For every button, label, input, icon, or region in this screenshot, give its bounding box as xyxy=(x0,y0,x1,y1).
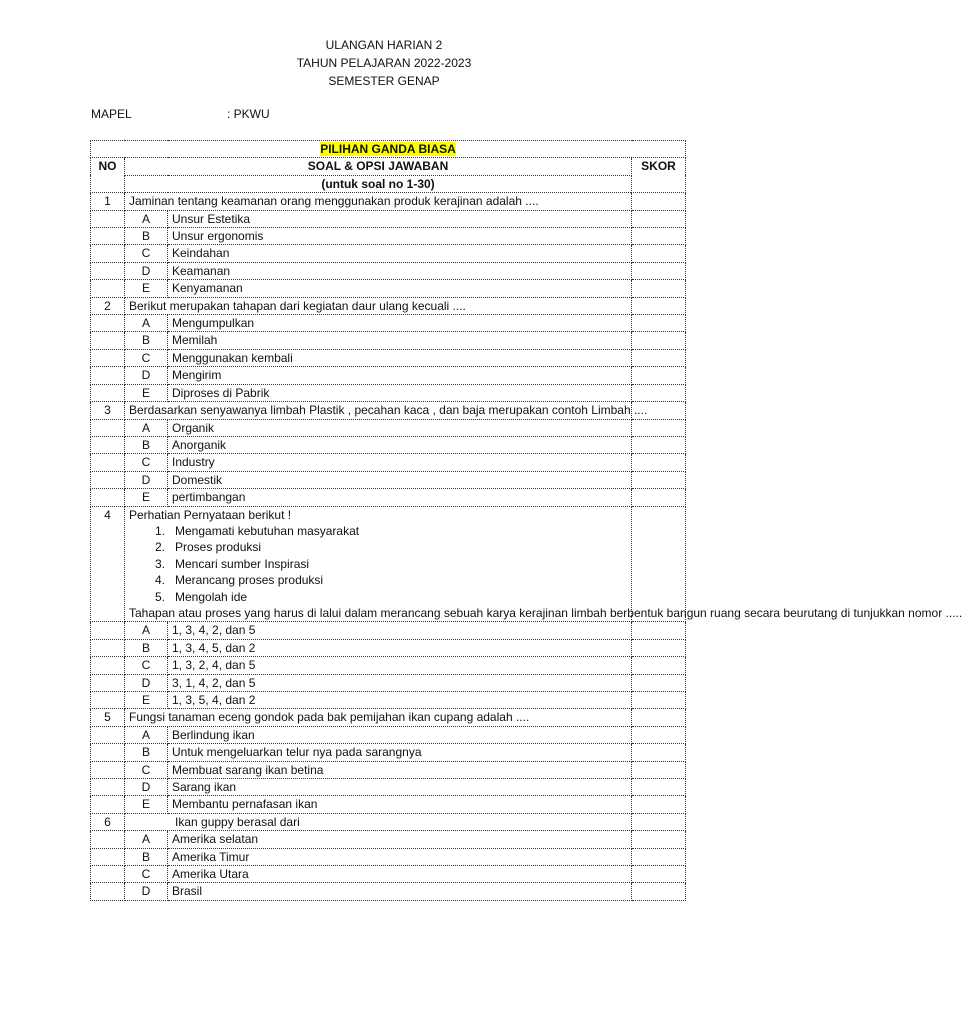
option-letter: E xyxy=(125,692,168,709)
question-row xyxy=(91,709,686,726)
option-letter: A xyxy=(125,831,168,848)
option-letter: D xyxy=(125,367,168,384)
option-text: Industry xyxy=(168,454,632,471)
score-cell xyxy=(632,726,686,743)
score-cell xyxy=(632,622,686,639)
option-row xyxy=(91,692,686,709)
option-number-cell xyxy=(91,726,125,743)
score-cell xyxy=(632,866,686,883)
option-row xyxy=(91,315,686,332)
option-row xyxy=(91,367,686,384)
option-row xyxy=(91,471,686,488)
statement-item xyxy=(129,572,627,588)
option-text: Anorganik xyxy=(168,436,632,453)
option-text: Unsur Estetika xyxy=(168,210,632,227)
statement-number: 3. xyxy=(155,556,166,571)
option-row xyxy=(91,349,686,366)
option-text: Membantu pernafasan ikan xyxy=(168,796,632,813)
exam-table xyxy=(90,140,962,901)
option-letter: D xyxy=(125,262,168,279)
option-text: 1, 3, 4, 2, dan 5 xyxy=(168,622,632,639)
statement-text: Mengamati kebutuhan masyarakat xyxy=(175,523,360,538)
option-number-cell xyxy=(91,761,125,778)
option-letter: A xyxy=(125,419,168,436)
option-letter: B xyxy=(125,744,168,761)
option-row xyxy=(91,245,686,262)
option-row xyxy=(91,280,686,297)
col-no-header: NO xyxy=(91,158,125,193)
option-number-cell xyxy=(91,744,125,761)
option-number-cell xyxy=(91,454,125,471)
score-cell xyxy=(632,744,686,761)
statement-number: 4. xyxy=(155,573,166,588)
option-text: 1, 3, 2, 4, dan 5 xyxy=(168,657,632,674)
option-number-cell xyxy=(91,280,125,297)
option-text: Amerika selatan xyxy=(168,831,632,848)
question-instruction: Tahapan atau proses yang harus di lalui dalam merancang sebuah karya kerajinan limbah berbentuk bangun ruang secara beurutang di tunjukkan nomor ..... xyxy=(129,605,962,620)
statement-item xyxy=(129,556,627,572)
option-letter: D xyxy=(125,883,168,900)
statement-item xyxy=(129,523,627,539)
option-text: Keamanan xyxy=(168,262,632,279)
option-number-cell xyxy=(91,674,125,691)
question-number: 3 xyxy=(91,402,125,419)
question-number: 4 xyxy=(91,506,125,622)
option-number-cell xyxy=(91,848,125,865)
option-text: Organik xyxy=(168,419,632,436)
score-cell xyxy=(632,831,686,848)
statement-text: Mencari sumber Inspirasi xyxy=(175,556,310,571)
score-cell xyxy=(632,297,686,314)
score-cell xyxy=(632,709,686,726)
question-stem: Fungsi tanaman eceng gondok pada bak pemijahan ikan cupang adalah .... xyxy=(129,710,530,725)
score-cell xyxy=(632,262,686,279)
score-cell xyxy=(632,506,686,622)
option-text: Diproses di Pabrik xyxy=(168,384,632,401)
option-letter: C xyxy=(125,761,168,778)
option-row xyxy=(91,332,686,349)
score-cell xyxy=(632,813,686,830)
option-number-cell xyxy=(91,332,125,349)
option-number-cell xyxy=(91,779,125,796)
score-cell xyxy=(632,883,686,900)
option-row xyxy=(91,384,686,401)
col-soal-subheader: (untuk soal no 1-30) xyxy=(125,175,632,192)
subject-line xyxy=(91,105,270,123)
option-letter: A xyxy=(125,210,168,227)
option-letter: B xyxy=(125,228,168,245)
option-row xyxy=(91,489,686,506)
question-row xyxy=(91,193,686,210)
option-letter: D xyxy=(125,779,168,796)
score-cell xyxy=(632,228,686,245)
statement-number: 1. xyxy=(155,523,166,538)
option-text: Mengumpulkan xyxy=(168,315,632,332)
col-skor-header: SKOR xyxy=(632,158,686,193)
option-row xyxy=(91,454,686,471)
option-letter: E xyxy=(125,796,168,813)
question-text xyxy=(125,297,632,314)
option-row xyxy=(91,883,686,900)
question-row xyxy=(91,813,686,830)
statement-item xyxy=(129,539,627,555)
score-cell xyxy=(632,454,686,471)
option-text: Amerika Utara xyxy=(168,866,632,883)
option-text: Mengirim xyxy=(168,367,632,384)
option-row xyxy=(91,657,686,674)
option-row xyxy=(91,744,686,761)
option-text: Memilah xyxy=(168,332,632,349)
option-number-cell xyxy=(91,245,125,262)
option-text: Keindahan xyxy=(168,245,632,262)
option-letter: E xyxy=(125,280,168,297)
score-cell xyxy=(632,315,686,332)
option-row xyxy=(91,436,686,453)
option-text: 1, 3, 5, 4, dan 2 xyxy=(168,692,632,709)
score-cell xyxy=(632,280,686,297)
option-text: Unsur ergonomis xyxy=(168,228,632,245)
question-row xyxy=(91,402,686,419)
option-letter: B xyxy=(125,639,168,656)
option-row xyxy=(91,831,686,848)
option-letter: E xyxy=(125,489,168,506)
question-number: 5 xyxy=(91,709,125,726)
statement-item xyxy=(129,589,627,605)
option-number-cell xyxy=(91,489,125,506)
option-number-cell xyxy=(91,419,125,436)
score-cell xyxy=(632,419,686,436)
score-cell xyxy=(632,489,686,506)
option-text: Amerika Timur xyxy=(168,848,632,865)
option-number-cell xyxy=(91,349,125,366)
question-text xyxy=(125,402,648,419)
semester: SEMESTER GENAP xyxy=(328,74,440,88)
option-letter: D xyxy=(125,471,168,488)
statement-number: 2. xyxy=(155,540,166,555)
option-letter: C xyxy=(125,245,168,262)
question-row xyxy=(91,297,686,314)
option-text: Untuk mengeluarkan telur nya pada sarangnya xyxy=(168,744,632,761)
option-row xyxy=(91,210,686,227)
section-title: PILIHAN GANDA BIASA xyxy=(320,142,456,156)
question-text xyxy=(125,506,962,622)
question-stem: Jaminan tentang keamanan orang menggunakan produk kerajinan adalah .... xyxy=(129,194,539,209)
option-text: 1, 3, 4, 5, dan 2 xyxy=(168,639,632,656)
option-number-cell xyxy=(91,883,125,900)
statement-text: Mengolah ide xyxy=(175,589,248,604)
option-letter: E xyxy=(125,384,168,401)
option-number-cell xyxy=(91,384,125,401)
option-number-cell xyxy=(91,210,125,227)
score-cell xyxy=(632,692,686,709)
option-text: Berlindung ikan xyxy=(168,726,632,743)
option-row xyxy=(91,726,686,743)
option-letter: C xyxy=(125,866,168,883)
option-letter: C xyxy=(125,349,168,366)
statement-text: Merancang proses produksi xyxy=(175,573,324,588)
score-cell xyxy=(632,471,686,488)
option-number-cell xyxy=(91,639,125,656)
option-number-cell xyxy=(91,228,125,245)
score-cell xyxy=(632,674,686,691)
option-row xyxy=(91,796,686,813)
score-cell xyxy=(632,384,686,401)
question-text xyxy=(125,813,632,830)
question-stem: Ikan guppy berasal dari xyxy=(175,814,300,829)
col-soal-header: SOAL & OPSI JAWABAN xyxy=(125,158,632,175)
school-year: TAHUN PELAJARAN 2022-2023 xyxy=(296,56,472,70)
statement-number: 5. xyxy=(155,589,166,604)
score-cell xyxy=(632,848,686,865)
score-cell xyxy=(632,245,686,262)
option-text: Sarang ikan xyxy=(168,779,632,796)
option-number-cell xyxy=(91,657,125,674)
option-letter: B xyxy=(125,332,168,349)
statement-text: Proses produksi xyxy=(175,540,262,555)
section-title-row xyxy=(91,141,686,158)
option-text: Brasil xyxy=(168,883,632,900)
option-letter: C xyxy=(125,657,168,674)
question-stem: Berdasarkan senyawanya limbah Plastik , pecahan kaca , dan baja merupakan contoh Limbah .... xyxy=(129,403,648,418)
option-letter: B xyxy=(125,848,168,865)
option-text: Menggunakan kembali xyxy=(168,349,632,366)
document-header xyxy=(0,36,768,90)
option-text: pertimbangan xyxy=(168,489,632,506)
question-number: 2 xyxy=(91,297,125,314)
option-number-cell xyxy=(91,367,125,384)
question-number: 1 xyxy=(91,193,125,210)
subject-value: : PKWU xyxy=(227,107,270,121)
option-row xyxy=(91,674,686,691)
exam-title: ULANGAN HARIAN 2 xyxy=(325,38,443,52)
option-text: Kenyamanan xyxy=(168,280,632,297)
score-cell xyxy=(632,367,686,384)
option-letter: A xyxy=(125,726,168,743)
option-text: 3, 1, 4, 2, dan 5 xyxy=(168,674,632,691)
header-row xyxy=(91,158,686,175)
question-stem: Berikut merupakan tahapan dari kegiatan daur ulang kecuali .... xyxy=(129,298,466,313)
question-stem: Perhatian Pernyataan berikut ! xyxy=(129,507,292,522)
question-number: 6 xyxy=(91,813,125,830)
score-cell xyxy=(632,796,686,813)
option-text: Domestik xyxy=(168,471,632,488)
option-text: Membuat sarang ikan betina xyxy=(168,761,632,778)
option-letter: B xyxy=(125,436,168,453)
option-number-cell xyxy=(91,866,125,883)
option-number-cell xyxy=(91,622,125,639)
option-row xyxy=(91,228,686,245)
question-text xyxy=(125,193,632,210)
option-row xyxy=(91,761,686,778)
header-row-sub xyxy=(91,175,686,192)
option-number-cell xyxy=(91,436,125,453)
option-row xyxy=(91,622,686,639)
option-row xyxy=(91,419,686,436)
score-cell xyxy=(632,349,686,366)
option-number-cell xyxy=(91,692,125,709)
option-letter: D xyxy=(125,674,168,691)
subject-label: MAPEL xyxy=(91,107,132,121)
score-cell xyxy=(632,761,686,778)
option-letter: C xyxy=(125,454,168,471)
score-cell xyxy=(632,436,686,453)
option-row xyxy=(91,848,686,865)
score-cell xyxy=(632,639,686,656)
score-cell xyxy=(632,779,686,796)
question-text xyxy=(125,709,632,726)
option-row xyxy=(91,262,686,279)
score-cell xyxy=(632,193,686,210)
option-number-cell xyxy=(91,315,125,332)
option-letter: A xyxy=(125,315,168,332)
option-letter: A xyxy=(125,622,168,639)
score-cell xyxy=(632,657,686,674)
option-row xyxy=(91,639,686,656)
question-row xyxy=(91,506,686,622)
option-row xyxy=(91,779,686,796)
score-cell xyxy=(632,210,686,227)
option-number-cell xyxy=(91,796,125,813)
option-row xyxy=(91,866,686,883)
score-cell xyxy=(632,332,686,349)
option-number-cell xyxy=(91,831,125,848)
option-number-cell xyxy=(91,471,125,488)
option-number-cell xyxy=(91,262,125,279)
